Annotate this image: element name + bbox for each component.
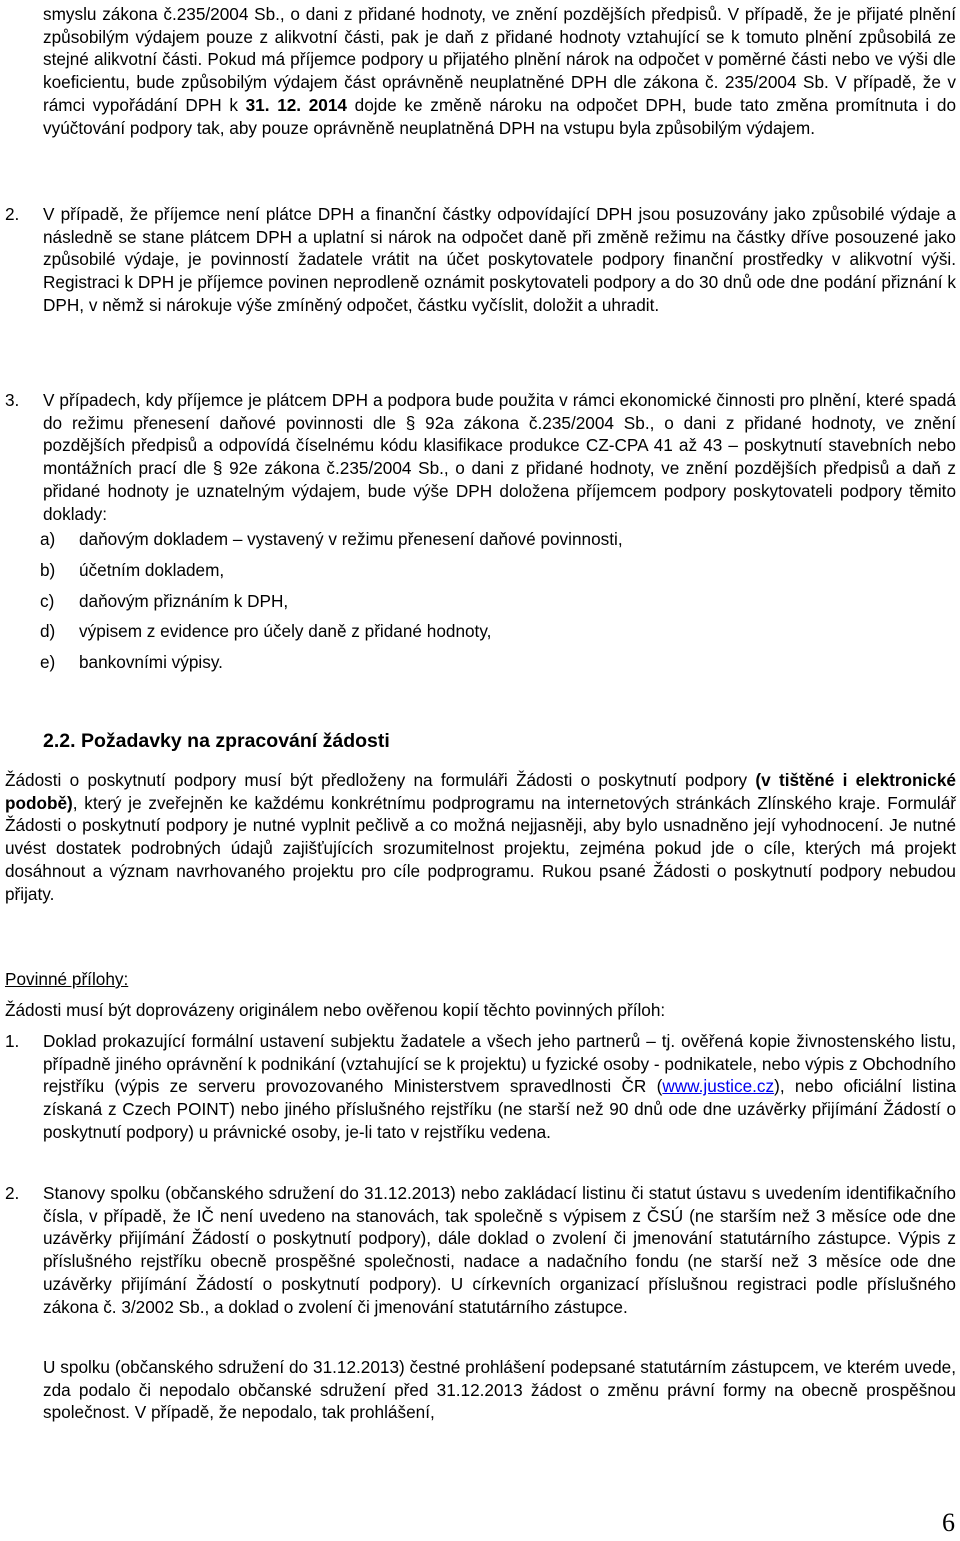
sub-label: b)	[40, 560, 56, 580]
sub-text: daňovým dokladem – vystavený v režimu přenesení daňové povinnosti,	[79, 529, 623, 549]
sub-label: e)	[40, 652, 56, 672]
sub-text: účetním dokladem,	[79, 560, 225, 580]
attachments-subheading: Povinné přílohy:	[5, 969, 129, 989]
text-span: dojde ke změně nároku na odpočet DPH, bude tato změna promítnuta i do vyúčtování podpory tak, aby pouze oprávněně neuplatněná DPH na vstupu byla způsobilým výdajem.	[43, 94, 957, 138]
attachments-intro: Žádosti musí být doprovázeny originálem nebo ověřenou kopií těchto povinných příloh:	[5, 1000, 666, 1020]
list-number: 2.	[5, 204, 20, 224]
list-number: 3.	[5, 390, 20, 410]
list-item	[40, 620, 492, 643]
list-number: 1.	[5, 1031, 20, 1051]
section-paragraph	[5, 769, 956, 905]
paragraph-text: V případě, že příjemce není plátce DPH a finanční částky odpovídající DPH jsou posuzovány jako způsobilé výdaje a následně se stane plátcem DPH a uplatní si nárok na odpočet daně při změně režimu na částky dříve posouzené jako způsobilé výdaje, je povinností žadatele vrátit na účet poskytovatele podpory finanční prostředky v alikvotní výši. Registraci k DPH je příjemce povinen neprodleně oznámit poskytovateli podpory a do 30 dnů ode dne podání přiznání k DPH, v němž si nárokuje výše zmíněný odpočet, částku vyčíslit, doložit a uhradit.	[43, 204, 956, 315]
text-span: ), nebo oficiální listina získaná z Czech POINT) nebo jiného příslušného rejstříku (ne starší než 90 dnů ode dne uzávěrky přijímání Žádostí o poskytnutí podpory) u právnické osoby, je-li tato v rejstříku vedena.	[43, 1076, 957, 1142]
sub-text: daňovým přiznáním k DPH,	[79, 591, 289, 611]
list-number: 2.	[5, 1183, 20, 1203]
sub-label: d)	[40, 621, 56, 641]
attachment-1	[43, 1030, 956, 1144]
bold-date: 31. 12. 2014	[245, 94, 347, 115]
text-span: , který je zveřejněn ke každému konkrétnímu podprogramu na internetových stránkách Zlínského kraje. Formulář Žádosti o poskytnutí podpory je nutné vyplnit pečlivě a co možná nejjasněji, aby bylo usnadněno její vyhodnocení. Je nutné uvést dostatek podrobných údajů zajišťujících srozumitelnost projektu, zejména pokud jde o cíle, kterých má projekt dosáhnout a význam navrhovaného projektu pro cíle podprogramu. Rukou psané Žádosti o poskytnutí podpory nebudou přijaty.	[5, 792, 956, 904]
paragraph-vat-part	[43, 3, 956, 139]
paragraph-text: Stanovy spolku (občanského sdružení do 31.12.2013) nebo zakládací listinu či statut ústavu s uvedením identifikačního čísla, v případě, že IČ není uvedeno na stanovách, tak společně s výpisem z ČSÚ (ne starším než 3 měsíce ode dne uzávěrky přijímání Žádostí o poskytnutí podpory), dále doklad o zvolení či jmenování statutárního zástupce. Výpis z příslušného rejstříku obecně prospěšné společnosti, nadace a nadačního fondu (ne starší než 3 měsíce ode dne uzávěrky přijímání Žádostí o poskytnutí podpory). U církevních organizací příslušnou registraci podle příslušného zákona č. 3/2002 Sb., a doklad o zvolení či jmenování statutárního zástupce.	[43, 1183, 956, 1317]
sub-text: výpisem z evidence pro účely daně z přidané hodnoty,	[79, 621, 492, 641]
paragraph-text	[43, 1030, 956, 1144]
attachment-2-continued	[43, 1356, 956, 1424]
paragraph-text: V případech, kdy příjemce je plátcem DPH a podpora bude použita v rámci ekonomické činnosti pro plnění, které spadá do režimu přenesení daňové povinnosti dle § 92a zákona č.235/2004 Sb., o dani z přidané hodnoty, ve znění pozdějších předpisů a odpovídá číselnému kódu klasifikace produkce CZ-CPA 41 až 43 – poskytnutí stavebních nebo montážních prací dle § 92e zákona č.235/2004 Sb., o dani z přidané hodnoty, ve znění pozdějších předpisů a daň z přidané hodnoty je uznatelným výdajem, bude výše DPH doložena příjemcem podpory poskytovateli podpory těmito doklady:	[43, 390, 956, 524]
text-span: Žádosti o poskytnutí podpory musí být předloženy na formuláři Žádosti o poskytnutí podpory	[5, 770, 756, 790]
paragraph-text	[43, 3, 956, 139]
list-item-3	[43, 389, 956, 525]
list-item	[40, 528, 623, 551]
paragraph-text: U spolku (občanského sdružení do 31.12.2013) čestné prohlášení podepsané statutárním zástupcem, ve kterém uvede, zda podalo či nepodalo občanské sdružení před 31.12.2013 žádost o změnu právní formy na obecně prospěšnou společnost. V případě, že nepodalo, tak prohlášení,	[43, 1357, 956, 1423]
justice-link[interactable]: www.justice.cz	[662, 1076, 775, 1097]
list-item	[40, 559, 225, 582]
page-number: 6	[942, 1508, 955, 1537]
text-span: smyslu zákona č.235/2004 Sb., o dani z přidané hodnoty, ve znění pozdějších předpisů. V případě, že je přijaté plnění způsobilým výdajem pouze z alikvotní části, pak je daň z přidané hodnoty vztahující se k tomuto plnění způsobilá ze stejné alikvotní části. Pokud má příjemce podpory u přijatého plnění nárok na odpočet v poměrné části nebo ve výši dle koeficientu, bude způsobilým výdajem část oprávněně neuplatněné DPH dle zákona č. 235/2004 Sb. V případě, že v rámci vypořádání DPH k	[43, 4, 956, 115]
sub-label: a)	[40, 529, 56, 549]
section-heading: 2.2. Požadavky na zpracování žádosti	[43, 730, 390, 752]
attachment-2	[43, 1182, 956, 1318]
list-item	[40, 651, 223, 674]
list-item-2	[43, 203, 956, 317]
list-item	[40, 590, 289, 613]
bold-text: (v tištěné i elektronické podobě)	[5, 770, 956, 813]
paragraph-text	[5, 769, 956, 905]
sub-label: c)	[40, 591, 55, 611]
text-span: Doklad prokazující formální ustavení subjektu žadatele a všech jeho partnerů – tj. ověřená kopie živnostenského listu, případně jiného oprávnění k podnikání (vztahující se k projektu) u fyzické osoby - podnikatele, nebo výpis z Obchodního rejstříku (výpis ze serveru provozovaného Ministerstvem spravedlnosti ČR (	[43, 1031, 956, 1097]
sub-text: bankovními výpisy.	[79, 652, 223, 672]
